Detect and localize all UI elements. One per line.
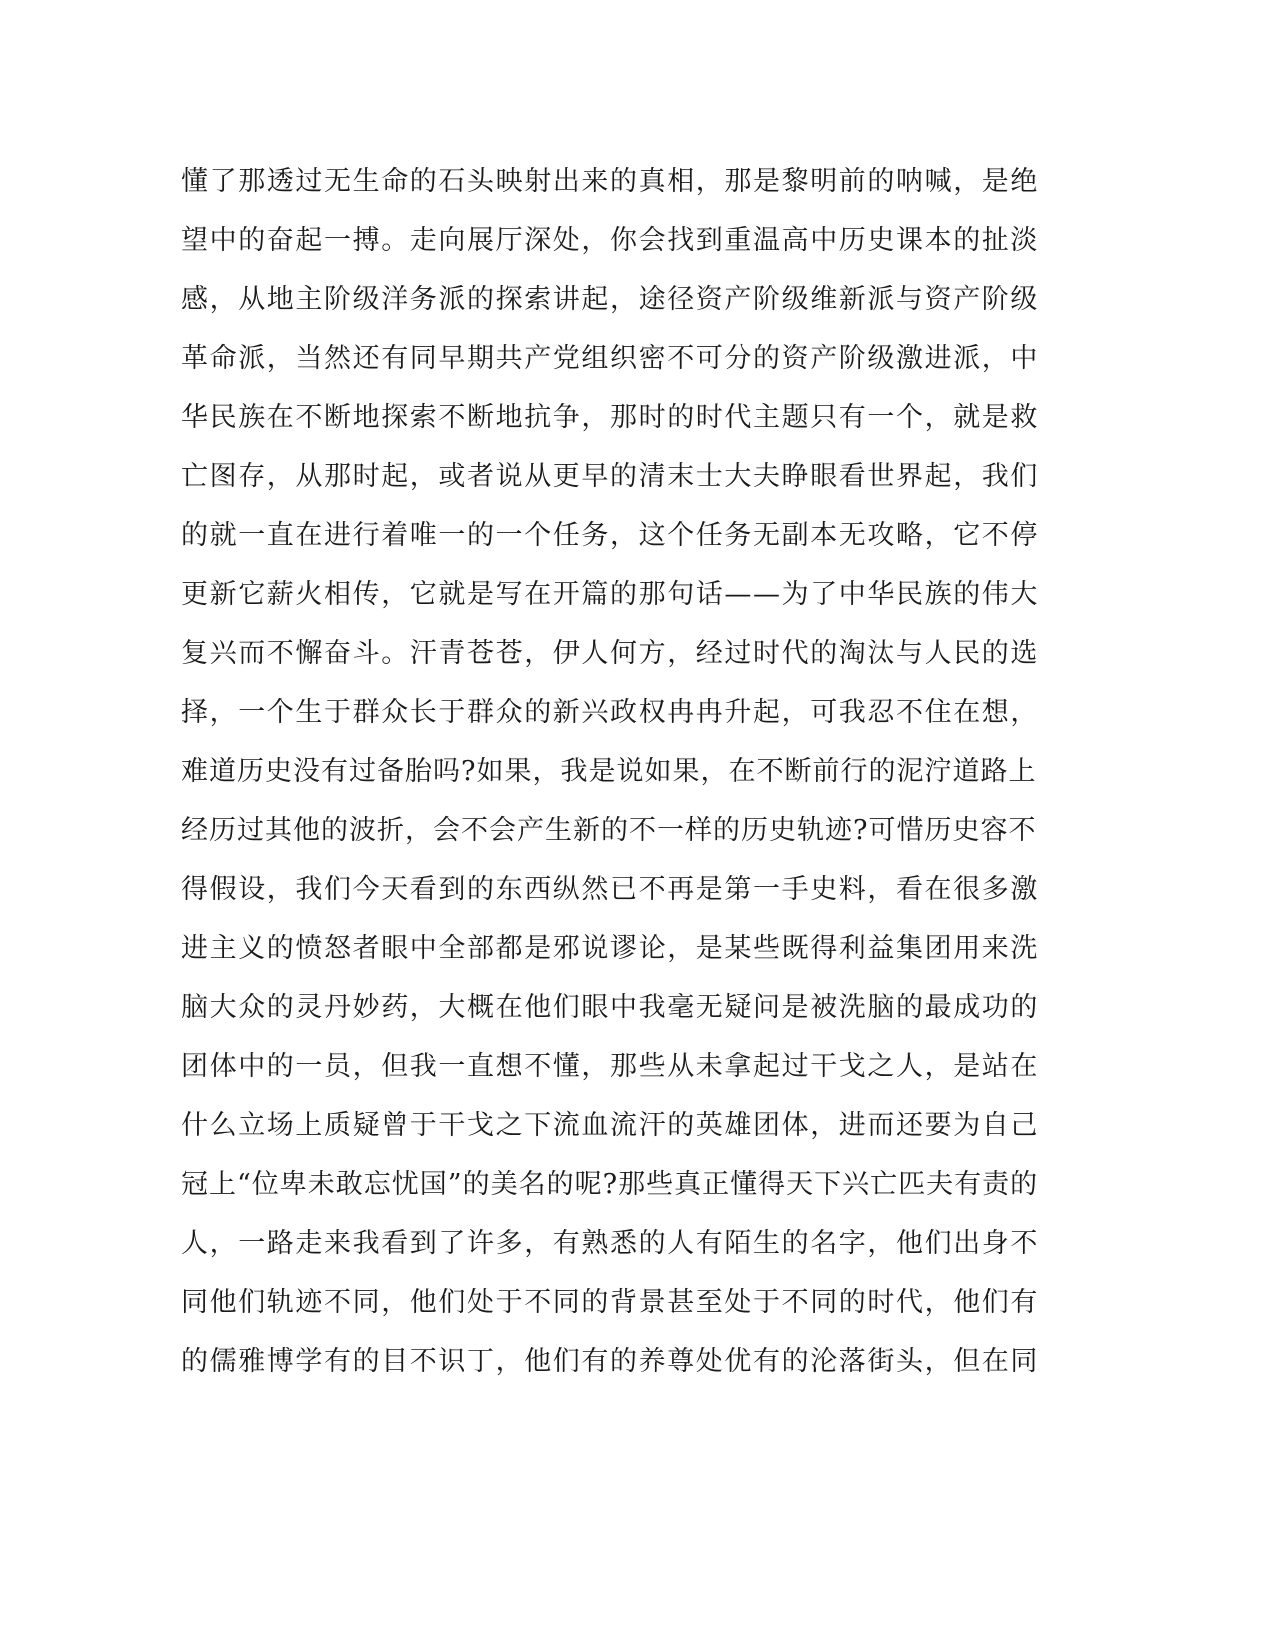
text-line: 得假设，我们今天看到的东西纵然已不再是第一手史料，看在很多激 — [181, 874, 1039, 905]
text-line: 的就一直在进行着唯一的一个任务，这个任务无副本无攻略，它不停 — [181, 520, 1039, 551]
text-line: 脑大众的灵丹妙药，大概在他们眼中我毫无疑问是被洗脑的最成功的 — [181, 992, 1039, 1023]
text-line: 更新它薪火相传，它就是写在开篇的那句话——为了中华民族的伟大 — [181, 579, 1039, 610]
text-line: 懂了那透过无生命的石头映射出来的真相，那是黎明前的呐喊，是绝 — [181, 166, 1039, 197]
text-line: 择，一个生于群众长于群众的新兴政权冉冉升起，可我忍不住在想， — [181, 697, 1039, 728]
text-line: 冠上“位卑未敢忘忧国”的美名的呢?那些真正懂得天下兴亡匹夫有责的 — [181, 1169, 1039, 1200]
text-line: 望中的奋起一搏。走向展厅深处，你会找到重温高中历史课本的扯淡 — [181, 225, 1039, 256]
text-line: 华民族在不断地探索不断地抗争，那时的时代主题只有一个，就是救 — [181, 402, 1039, 433]
text-line: 复兴而不懈奋斗。汗青苍苍，伊人何方，经过时代的淘汰与人民的选 — [181, 638, 1039, 669]
text-line: 进主义的愤怒者眼中全部都是邪说谬论，是某些既得利益集团用来洗 — [181, 933, 1039, 964]
text-line: 革命派，当然还有同早期共产党组织密不可分的资产阶级激进派，中 — [181, 343, 1039, 374]
text-line: 亡图存，从那时起，或者说从更早的清末士大夫睁眼看世界起，我们 — [181, 461, 1039, 492]
text-line: 经历过其他的波折，会不会产生新的不一样的历史轨迹?可惜历史容不 — [181, 815, 1037, 846]
text-line: 团体中的一员，但我一直想不懂，那些从未拿起过干戈之人，是站在 — [181, 1051, 1039, 1082]
text-line: 人，一路走来我看到了许多，有熟悉的人有陌生的名字，他们出身不 — [181, 1228, 1039, 1259]
body-text — [181, 162, 1041, 1401]
text-line: 的儒雅博学有的目不识丁，他们有的养尊处优有的沦落街头，但在同 — [181, 1346, 1039, 1377]
text-line: 同他们轨迹不同，他们处于不同的背景甚至处于不同的时代，他们有 — [181, 1287, 1039, 1318]
text-line: 难道历史没有过备胎吗?如果，我是说如果，在不断前行的泥泞道路上 — [181, 756, 1037, 787]
text-line: 什么立场上质疑曾于干戈之下流血流汗的英雄团体，进而还要为自己 — [181, 1110, 1039, 1141]
text-line: 感，从地主阶级洋务派的探索讲起，途径资产阶级维新派与资产阶级 — [181, 284, 1039, 315]
